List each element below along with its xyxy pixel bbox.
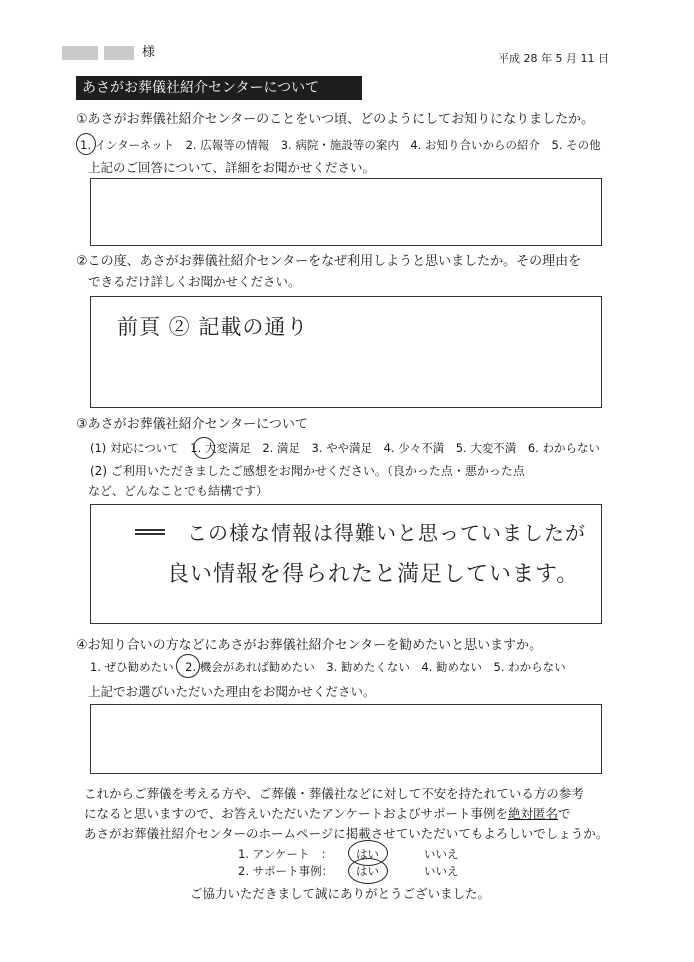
strikethrough-mark: [135, 529, 165, 531]
consent-case-yes-circle: [348, 858, 388, 884]
q4-question: ④お知り合いの方などにあさがお葬儀社紹介センターを勧めたいと思いますか。: [76, 638, 543, 653]
q2-question-line1: ②この度、あさがお葬儀社紹介センターをなぜ利用しようと思いましたか。その理由を: [76, 254, 582, 269]
q3-sub1-options: (1) 対応について 1. 大変満足 2. 満足 3. やや満足 4. 少々不満 5. 大変不満 6. わからない: [90, 441, 600, 455]
consent-case-yes[interactable]: はい: [356, 864, 379, 878]
q2-answer-box[interactable]: [90, 296, 602, 408]
q4-options: 1. ぜひ勧めたい 2. 機会があれば勧めたい 3. 勧めたくない 4. 勧めない 5. わからない: [90, 660, 566, 674]
section-title: [76, 76, 362, 100]
closing-line2: [84, 806, 571, 822]
anonymous-emphasis: 絶対匿名: [508, 806, 559, 821]
closing-line1: これからご葬儀を考える方や、ご葬儀・葬儀社などに対して不安を持たれている方の参考: [84, 786, 584, 801]
q2-handwritten-answer: 前頁 ② 記載の通り: [117, 315, 309, 339]
q1-options: 1. インターネット 2. 広報等の情報 3. 病院・施設等の案内 4. お知り合いからの紹介 5. その他: [80, 138, 601, 152]
q1-detail-prompt: 上記のご回答について、詳細をお聞かせください。: [88, 160, 376, 175]
consent-case-label: 2. サポート事例：: [238, 864, 334, 878]
q3-handwritten-line1: この様な情報は得難いと思っていましたが: [187, 521, 586, 545]
strikethrough-mark-2: [135, 533, 165, 535]
redacted-name-2: [104, 46, 134, 60]
consent-survey-yes[interactable]: はい: [356, 847, 379, 861]
q3-handwritten-line2: 良い情報を得られたと満足しています。: [167, 562, 580, 587]
q1-answer-circle: [76, 133, 96, 155]
survey-date: 平成 28 年 5 月 11 日: [498, 52, 609, 65]
honorific: 様: [142, 45, 156, 60]
q4-detail-prompt: 上記でお選びいただいた理由をお聞かせください。: [88, 684, 376, 699]
closing-line2-pre: になると思いますので、お答えいただいたアンケートおよびサポート事例を: [84, 806, 509, 821]
q3-sub2-line2: など、どんなことでも結構です）: [88, 484, 269, 498]
q2-question-line2: できるだけ詳しくお聞かせください。: [88, 274, 301, 289]
q3-answer-box[interactable]: [90, 504, 602, 624]
section-title-text: あさがお葬儀社紹介センターについて: [82, 80, 320, 96]
consent-survey-no[interactable]: いいえ: [424, 847, 459, 861]
consent-survey-label: 1. アンケート ：: [238, 847, 333, 861]
consent-case-no[interactable]: いいえ: [424, 864, 459, 878]
q4-answer-circle: [176, 654, 200, 678]
thanks-message: ご協力いただきまして誠にありがとうございました。: [190, 886, 491, 901]
q3-answer-circle: [193, 437, 215, 459]
q1-question: ①あさがお葬儀社紹介センターのことをいつ頃、どのようにしてお知りになりましたか。: [76, 112, 595, 127]
q1-answer-box[interactable]: [90, 178, 602, 246]
redacted-name: [62, 46, 98, 60]
q3-question: ③あさがお葬儀社紹介センターについて: [76, 417, 308, 432]
closing-line3: あさがお葬儀社紹介センターのホームページに掲載させていただいてもよろしいでしょうか。: [84, 826, 609, 841]
q3-sub2-line1: (2) ご利用いただきましたご感想をお聞かせください。（良かった点・悪かった点: [90, 464, 525, 478]
closing-line2-post: で: [558, 806, 571, 821]
q4-answer-box[interactable]: [90, 704, 602, 774]
